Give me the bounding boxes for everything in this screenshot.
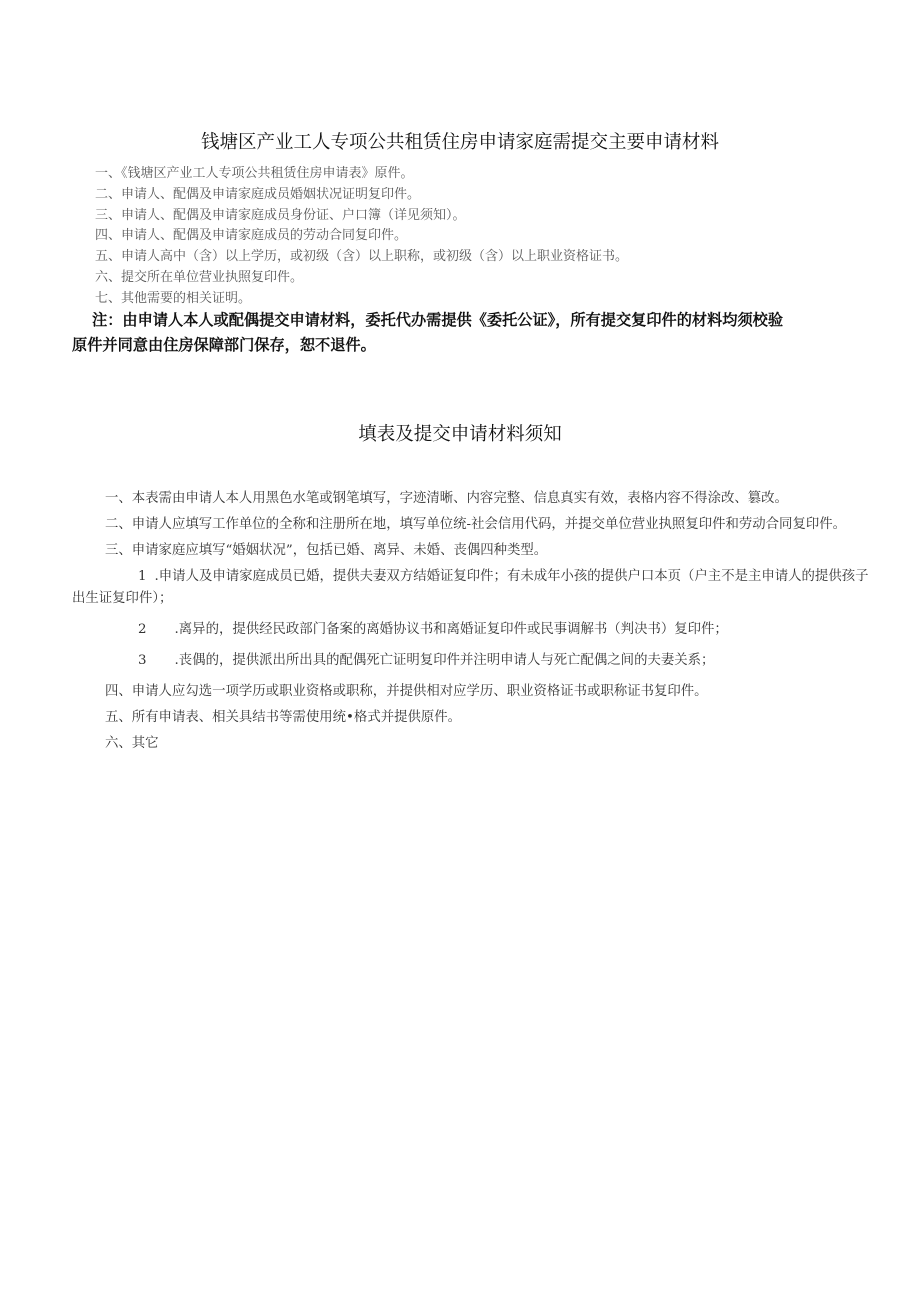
list-item: 六、提交所在单位营业执照复印件。 xyxy=(95,269,304,285)
guide-subitem-1 xyxy=(72,566,878,610)
list-item: 二、申请人、配偶及申请家庭成员婚姻状况证明复印件。 xyxy=(95,186,421,202)
guide-paragraph-6: 六、其它 xyxy=(105,736,159,751)
guide-paragraph-2: 二、申请人应填写工作单位的全称和注册所在地，填写单位统-社会信用代码，并提交单位营业执照复印件和劳动合同复印件。 xyxy=(105,517,847,532)
guide-paragraph-3: 三、申请家庭应填写“婚姻状况”，包括已婚、离异、未婚、丧偶四种类型。 xyxy=(105,543,548,558)
guide-section xyxy=(72,488,878,755)
note-line: 原件并同意由住房保障部门保存，恕不退件。 xyxy=(72,336,376,354)
list-item: 三、申请人、配偶及申请家庭成员身份证、户口簿（详见须知）。 xyxy=(95,207,466,223)
materials-list xyxy=(95,164,895,310)
guide-paragraph-4: 四、申请人应勾选一项学历或职业资格或职称，并提供相对应学历、职业资格证书或职称证书复印件。 xyxy=(105,684,708,699)
list-item: 七、其他需要的相关证明。 xyxy=(95,290,252,306)
subitem-number: 2 xyxy=(138,622,147,637)
list-item: 一、《钱塘区产业工人专项公共租赁住房申请表》原件。 xyxy=(95,166,414,181)
list-item: 四、申请人、配偶及申请家庭成员的劳动合同复印件。 xyxy=(95,228,408,244)
subitem-text: .离异的，提供经民政部门备案的离婚协议书和离婚证复印件或民事调解书（判决书）复印件； xyxy=(174,622,728,637)
note-line: 注：由申请人本人或配偶提交申请材料，委托代办需提供《委托公证》，所有提交复印件的材料均须校验 xyxy=(92,311,784,329)
subitem-number: 3 xyxy=(138,653,147,668)
subitem-number: 1 xyxy=(138,569,147,584)
main-title: 钱塘区产业工人专项公共租赁住房申请家庭需提交主要申请材料 xyxy=(200,132,719,153)
subitem-text: .丧偶的，提供派出所出具的配偶死亡证明复印件并注明申请人与死亡配偶之间的夫妻关系； xyxy=(174,653,715,668)
subitem-text: .申请人及申请家庭成员已婚，提供夫妻双方结婚证复印件；有未成年小孩的提供户口本页（户主不是主申请人的提供孩子出生证复印件）； xyxy=(72,569,869,606)
guide-paragraph-5: 五、所有申请表、相关具结书等需使用统•格式并提供原件。 xyxy=(105,710,462,725)
guide-subitem-2 xyxy=(72,619,878,641)
list-item: 五、申请人高中（含）以上学历，或初级（含）以上职称，或初级（含）以上职业资格证书。 xyxy=(95,249,629,265)
guide-title: 填表及提交申请材料须知 xyxy=(358,424,562,445)
note-paragraph xyxy=(72,308,884,358)
guide-paragraph-1: 一、本表需由申请人本人用黑色水笔或钢笔填写，字迹清晰、内容完整、信息真实有效，表格内容不得涂改、篡改。 xyxy=(105,491,788,506)
guide-subitem-3 xyxy=(72,650,878,672)
